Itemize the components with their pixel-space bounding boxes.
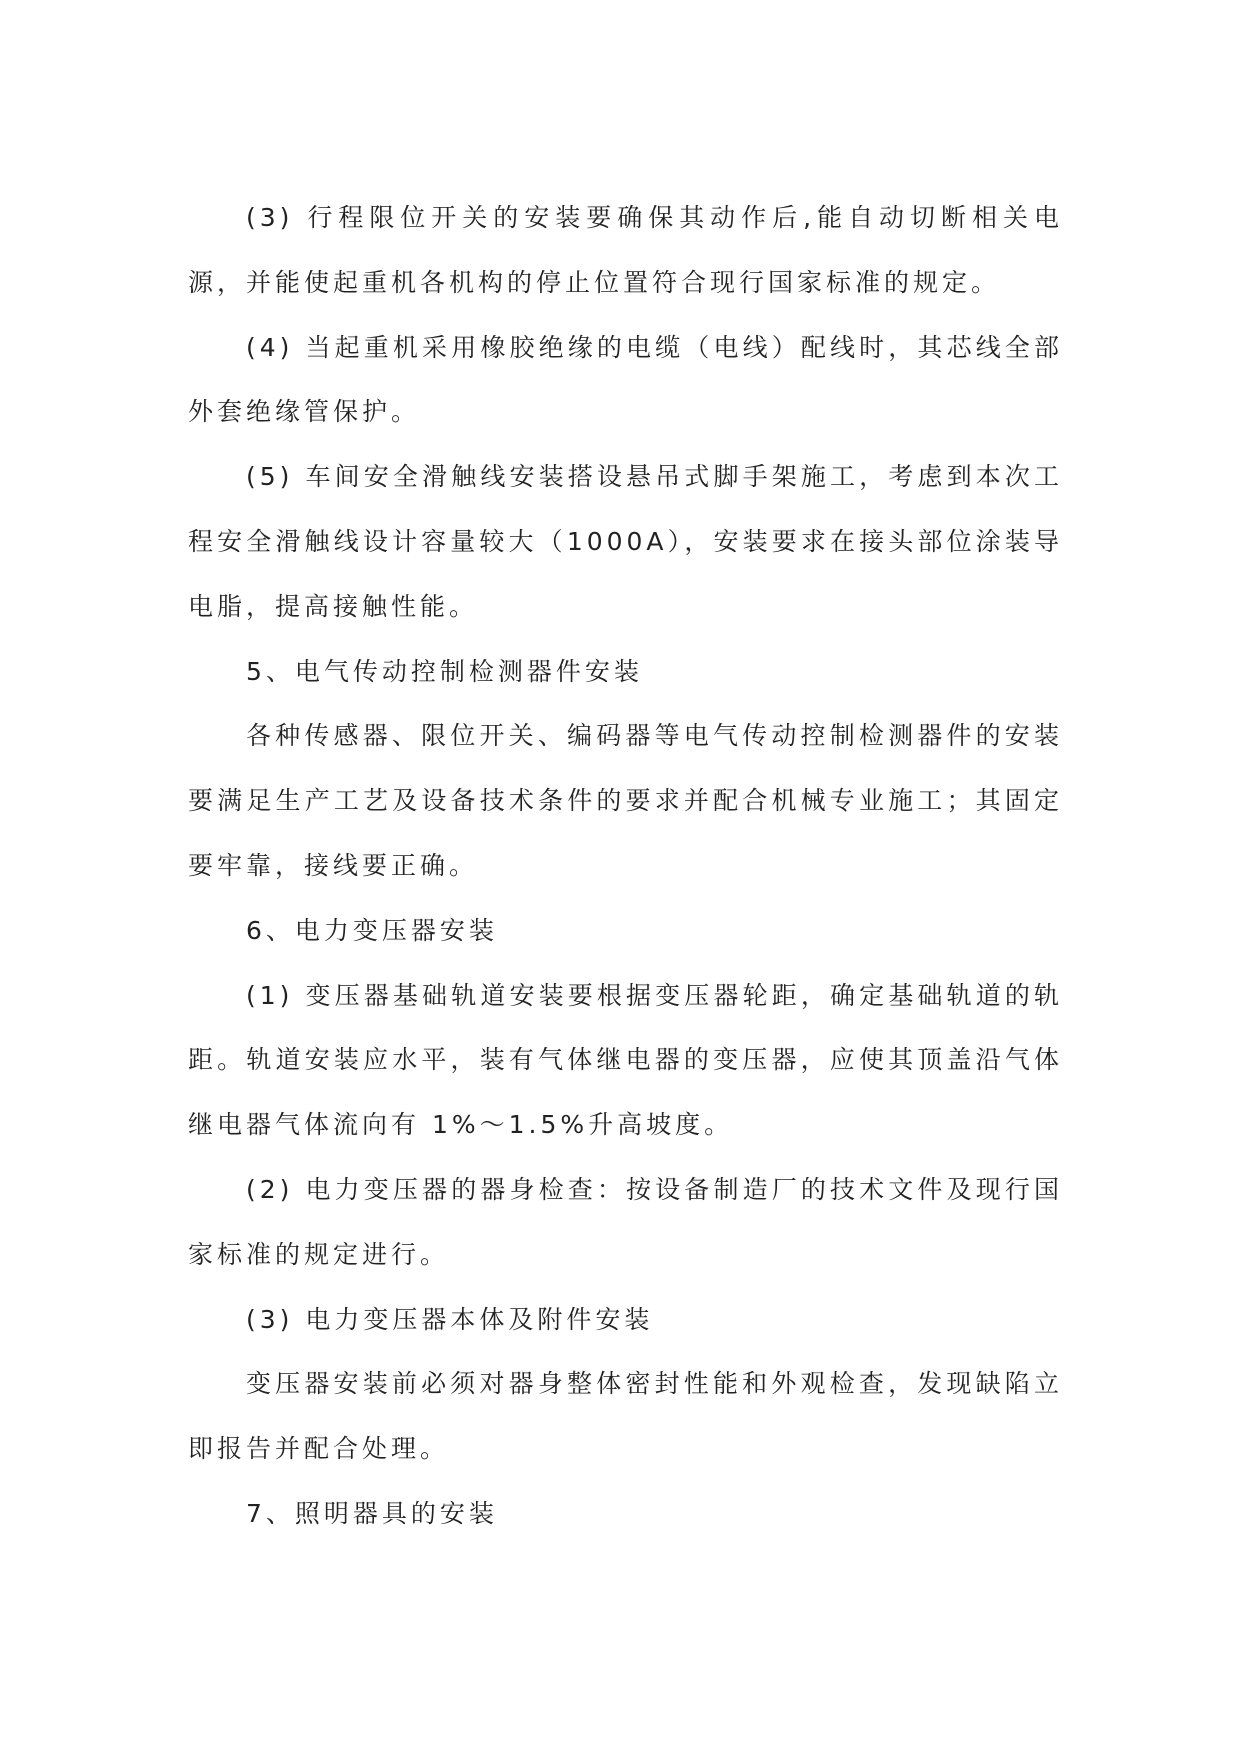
section-heading-6: 6、电力变压器安装 [246, 915, 498, 945]
paragraph-sensors: 各种传感器、限位开关、编码器等电气传动控制检测器件的安装要满足生产工艺及设备技术条件的要求并配合机械专业施工；其固定要牢靠，接线要正确。 [188, 721, 1063, 880]
paragraph-limit-switch: (3) 行程限位开关的安装要确保其动作后,能自动切断相关电源，并能使起重机各机构的停止位置符合现行国家标准的规定。 [188, 203, 1063, 297]
paragraph-transformer-rail: (1) 变压器基础轨道安装要根据变压器轮距，确定基础轨道的轨距。轨道安装应水平，装有气体继电器的变压器，应使其顶盖沿气体继电器气体流向有 1%～1.5%升高坡度。 [188, 980, 1063, 1140]
section-heading-5: 5、电气传动控制检测器件安装 [246, 656, 643, 686]
paragraph-trolley-line: (5) 车间安全滑触线安装搭设悬吊式脚手架施工，考虑到本次工程安全滑触线设计容量较大（1000A），安装要求在接头部位涂装导电脂，提高接触性能。 [188, 462, 1063, 621]
paragraph-transformer-inspection: (2) 电力变压器的器身检查：按设备制造厂的技术文件及现行国家标准的规定进行。 [188, 1174, 1063, 1269]
paragraph-transformer-seal-check: 变压器安装前必须对器身整体密封性能和外观检查，发现缺陷立即报告并配合处理。 [188, 1369, 1063, 1464]
subheading-transformer-accessories: (3) 电力变压器本体及附件安装 [246, 1304, 654, 1334]
document-body [188, 186, 1063, 1547]
paragraph-rubber-cable: (4) 当起重机采用橡胶绝缘的电缆（电线）配线时，其芯线全部外套绝缘管保护。 [188, 332, 1063, 427]
section-heading-7: 7、照明器具的安装 [246, 1498, 498, 1528]
